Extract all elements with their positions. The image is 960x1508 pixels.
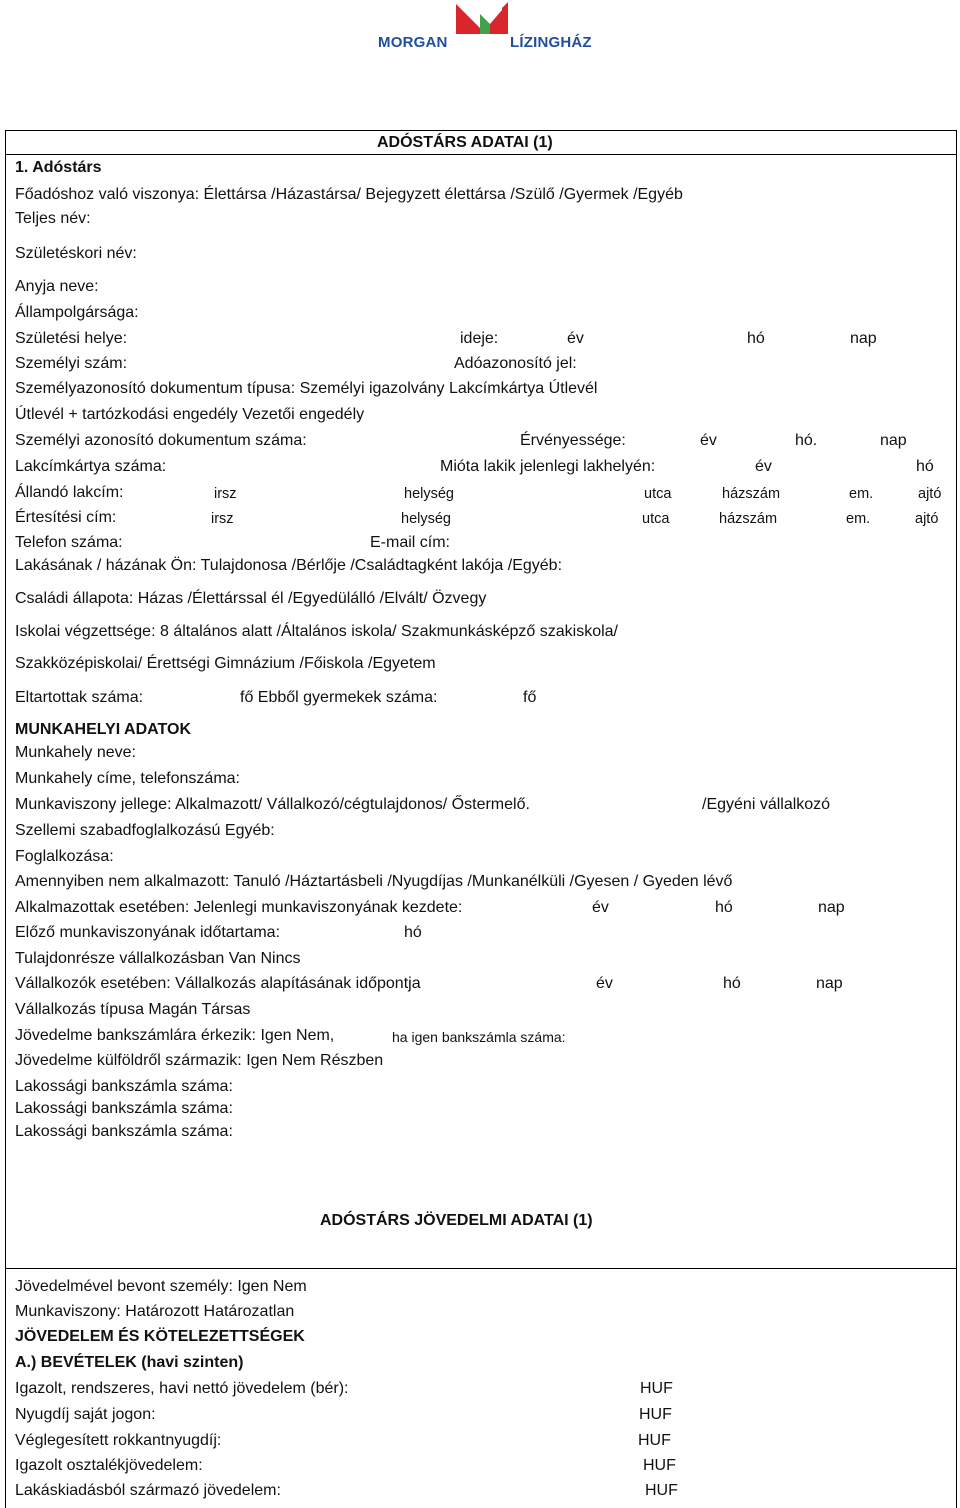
income-row-unit: HUF — [639, 1406, 672, 1423]
munkaviszony-jellege-label: Munkaviszony jellege: Alkalmazott/ Vállalkozó/cégtulajdonos/ Őstermelő. — [15, 796, 530, 813]
allando-lakcim-label: Állandó lakcím: — [15, 484, 124, 501]
email-cim-label: E-mail cím: — [370, 534, 450, 551]
income-row-label: Igazolt, rendszeres, havi nettó jövedelem (bér): — [15, 1380, 349, 1397]
szuletesi-helye-label: Születési helye: — [15, 330, 128, 347]
nap-label: nap — [818, 899, 845, 916]
income-row-unit: HUF — [645, 1482, 678, 1499]
lakossagi-bankszamla-label: Lakossági bankszámla száma: — [15, 1123, 233, 1140]
dokumentum-szama-label: Személyi azonosító dokumentum száma: — [15, 432, 307, 449]
teljes-nev-label: Teljes név: — [15, 210, 91, 227]
utca-label: utca — [644, 486, 672, 502]
munkahelyi-adatok-title: MUNKAHELYI ADATOK — [15, 721, 192, 738]
income-row-unit: HUF — [640, 1380, 673, 1397]
logo-text-morgan: MORGAN — [378, 34, 448, 51]
income-row-label: Igazolt osztalékjövedelem: — [15, 1457, 203, 1474]
adoazonosito-label: Adóazonosító jel: — [454, 355, 577, 372]
ev-label: év — [592, 899, 609, 916]
bevetelek-title: A.) BEVÉTELEK (havi szinten) — [15, 1354, 244, 1371]
szellemi-szabadfoglalkozasu-label: Szellemi szabadfoglalkozású Egyéb: — [15, 822, 275, 839]
ho-label: hó — [916, 458, 934, 475]
emelet-label: em. — [849, 486, 874, 502]
bankszamla-szama-label: ha igen bankszámla száma: — [392, 1029, 566, 1045]
szuleteskori-nev-label: Születéskori név: — [15, 245, 137, 262]
adostars-number: 1. Adóstárs — [15, 159, 102, 176]
lakcimkartya-szama-label: Lakcímkártya száma: — [15, 458, 167, 475]
jovedelmevel-bevont-label: Jövedelmével bevont személy: Igen Nem — [15, 1278, 307, 1295]
section-title-jovedelmi-adatai: ADÓSTÁRS JÖVEDELMI ADATAI (1) — [320, 1212, 593, 1229]
nem-alkalmazott-label: Amennyiben nem alkalmazott: Tanuló /Háztartásbeli /Nyugdíjas /Munkanélküli /Gyesen / Gyeden lévő — [15, 873, 733, 890]
munkaviszony-kezdete-label: Alkalmazottak esetében: Jelenlegi munkaviszonyának kezdete: — [15, 899, 463, 916]
lakossagi-bankszamla-label: Lakossági bankszámla száma: — [15, 1100, 233, 1117]
tulajdonresze-label: Tulajdonrésze vállalkozásban Van Nincs — [15, 950, 301, 967]
nap-label: nap — [816, 975, 843, 992]
income-row-label: Lakáskiadásból származó jövedelem: — [15, 1482, 281, 1499]
nap-label: nap — [880, 432, 907, 449]
nap-label: nap — [850, 330, 877, 347]
vallalkozas-tipusa-label: Vállalkozás típusa Magán Társas — [15, 1001, 251, 1018]
jovedelem-kotelezettsegek-title: JÖVEDELEM ÉS KÖTELEZETTSÉGEK — [15, 1328, 305, 1345]
row-divider — [5, 154, 957, 155]
ho-label: hó — [715, 899, 733, 916]
gyermekek-szama-label: fő Ebből gyermekek száma: — [240, 689, 438, 706]
ho-label: hó — [747, 330, 765, 347]
dokumentum-tipusa-label: Személyazonosító dokumentum típusa: Személyi igazolvány Lakcímkártya Útlevél — [15, 380, 598, 397]
elozo-munkaviszony-label: Előző munkaviszonyának időtartama: — [15, 924, 281, 941]
iskolai-vegzettseg-label: Iskolai végzettsége: 8 általános alatt /Általános iskola/ Szakmunkásképző szakiskola/ — [15, 623, 618, 640]
allampolgarsag-label: Állampolgársága: — [15, 304, 139, 321]
lakasanak-label: Lakásának / házának Ön: Tulajdonosa /Bérlője /Családtagként lakója /Egyéb: — [15, 557, 563, 574]
fo-label: fő — [523, 689, 537, 706]
hazszam-label: házszám — [722, 486, 781, 502]
income-row-label: Nyugdíj saját jogon: — [15, 1406, 156, 1423]
munkahely-neve-label: Munkahely neve: — [15, 744, 136, 761]
emelet-label: em. — [846, 511, 871, 527]
irsz-label: irsz — [211, 511, 234, 527]
ev-label: év — [567, 330, 584, 347]
eltartottak-szama-label: Eltartottak száma: — [15, 689, 144, 706]
jovedelem-kulfoldrol-label: Jövedelme külföldről származik: Igen Nem Részben — [15, 1052, 384, 1069]
telefon-szama-label: Telefon száma: — [15, 534, 123, 551]
income-row-label: Véglegesített rokkantnyugdíj: — [15, 1432, 222, 1449]
csaladi-allapota-label: Családi állapota: Házas /Élettárssal él /Egyedülálló /Elvált/ Özvegy — [15, 590, 487, 607]
ho-label: hó — [723, 975, 741, 992]
irsz-label: irsz — [214, 486, 237, 502]
ervenyessege-label: Érvényessége: — [520, 432, 626, 449]
vallalkozas-alapitasa-label: Vállalkozók esetében: Vállalkozás alapításának időpontja — [15, 975, 421, 992]
egyeni-vallalkozo-label: /Egyéni vállalkozó — [702, 796, 831, 813]
utca-label: utca — [642, 511, 670, 527]
anyja-neve-label: Anyja neve: — [15, 278, 99, 295]
section-title-adostars-adatai: ADÓSTÁRS ADATAI (1) — [377, 134, 553, 151]
iskolai-vegzettseg-label-2: Szakközépiskolai/ Érettségi Gimnázium /Főiskola /Egyetem — [15, 655, 436, 672]
ideje-label: ideje: — [460, 330, 499, 347]
miota-lakik-label: Mióta lakik jelenlegi lakhelyén: — [440, 458, 656, 475]
logo-mark-icon — [378, 0, 592, 34]
morgan-lizinghaz-logo — [378, 0, 592, 56]
foglalkozasa-label: Foglalkozása: — [15, 848, 114, 865]
helyseg-label: helység — [401, 511, 451, 527]
jovedelem-bankszamlara-label: Jövedelme bankszámlára érkezik: Igen Nem, — [15, 1027, 335, 1044]
row-divider — [5, 1268, 957, 1269]
dokumentum-tipusa-label-2: Útlevél + tartózkodási engedély Vezetői engedély — [15, 406, 365, 423]
ajto-label: ajtó — [915, 511, 939, 527]
ho-label: hó. — [795, 432, 818, 449]
ho-label: hó — [404, 924, 422, 941]
ajto-label: ajtó — [918, 486, 942, 502]
logo-text-lizinghaz: LÍZINGHÁZ — [510, 34, 592, 51]
ertesitesi-cim-label: Értesítési cím: — [15, 509, 117, 526]
munkaviszony-label: Munkaviszony: Határozott Határozatlan — [15, 1303, 295, 1320]
ev-label: év — [700, 432, 717, 449]
helyseg-label: helység — [404, 486, 454, 502]
lakossagi-bankszamla-label: Lakossági bankszámla száma: — [15, 1078, 233, 1095]
ev-label: év — [755, 458, 772, 475]
hazszam-label: házszám — [719, 511, 778, 527]
income-row-unit: HUF — [638, 1432, 671, 1449]
munkahely-cime-label: Munkahely címe, telefonszáma: — [15, 770, 240, 787]
fo-adoshoz-viszonya: Főadóshoz való viszonya: Élettársa /Házastársa/ Bejegyzett élettársa /Szülő /Gyermek /Egyéb — [15, 186, 683, 203]
ev-label: év — [596, 975, 613, 992]
income-row-unit: HUF — [643, 1457, 676, 1474]
szemelyi-szam-label: Személyi szám: — [15, 355, 128, 372]
